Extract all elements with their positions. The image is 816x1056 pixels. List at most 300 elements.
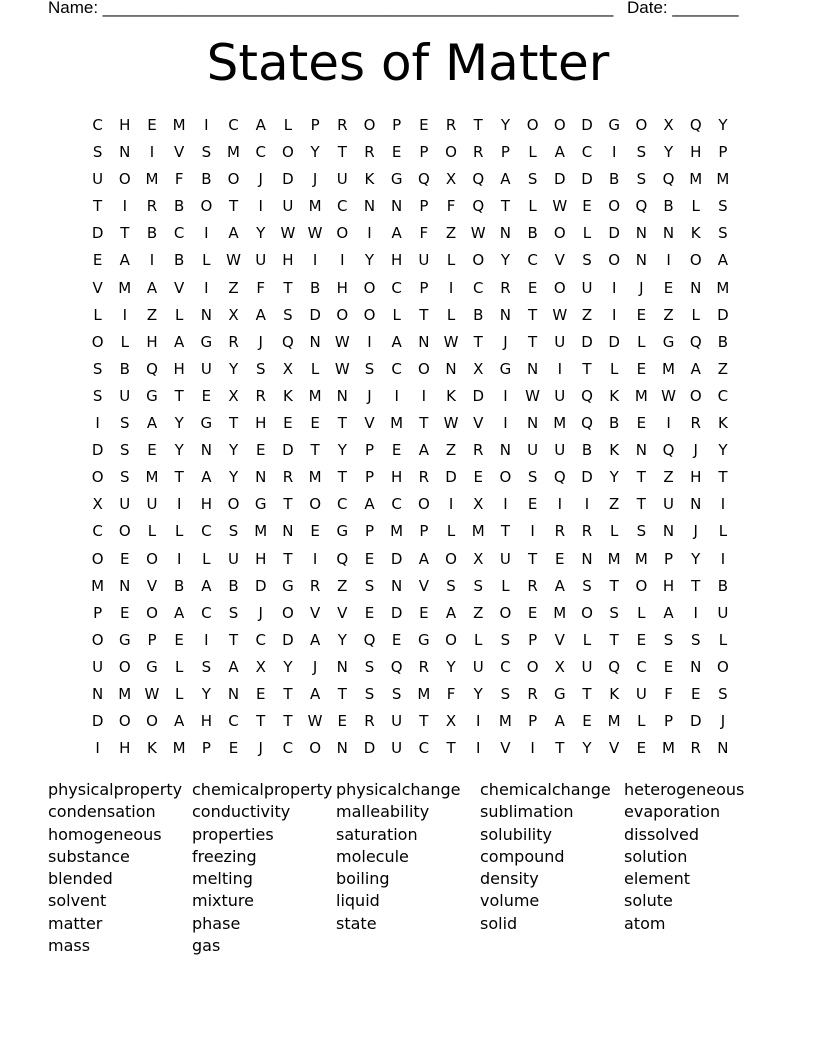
grid-letter[interactable]: N [717,739,729,758]
grid-letter[interactable]: C [717,386,729,405]
grid-letter[interactable]: A [554,143,565,162]
grid-letter[interactable]: B [201,170,212,189]
grid-letter[interactable]: M [689,170,703,189]
grid-letter[interactable]: O [499,603,512,622]
grid-letter[interactable]: D [717,305,729,324]
grid-letter[interactable]: U [336,170,348,189]
grid-letter[interactable]: Q [146,359,158,378]
grid-letter[interactable]: I [530,522,535,541]
date-field-label[interactable]: Date: _______ [627,0,739,17]
grid-letter[interactable]: N [662,522,675,541]
grid-letter[interactable]: N [499,305,512,324]
grid-letter[interactable]: C [282,739,294,758]
grid-letter[interactable]: A [255,116,266,134]
grid-letter[interactable]: M [417,684,431,703]
grid-letter[interactable]: V [364,414,375,433]
grid-letter[interactable]: S [92,143,103,162]
grid-letter[interactable]: V [337,603,348,622]
grid-letter[interactable]: E [255,441,266,460]
grid-letter[interactable]: O [635,116,648,134]
grid-letter[interactable]: Y [228,359,239,378]
grid-letter[interactable]: N [635,251,647,270]
grid-letter[interactable]: X [92,495,103,514]
grid-letter[interactable]: T [582,684,592,703]
grid-letter[interactable]: U [581,278,593,297]
grid-letter[interactable]: A [364,495,375,514]
grid-letter[interactable]: A [500,170,511,189]
grid-letter[interactable]: A [255,305,266,324]
grid-letter[interactable]: Z [663,305,674,324]
grid-letter[interactable]: J [258,170,263,189]
grid-letter[interactable]: O [445,143,457,162]
grid-letter[interactable]: U [146,495,158,514]
grid-letter[interactable]: W [144,684,160,703]
grid-letter[interactable]: Y [718,441,728,460]
grid-letter[interactable]: U [581,657,593,676]
grid-letter[interactable]: R [418,657,430,676]
grid-letter[interactable]: Q [608,657,621,676]
grid-letter[interactable]: O [91,332,104,351]
grid-letter[interactable]: S [663,630,674,649]
grid-letter[interactable]: I [149,251,155,270]
grid-letter[interactable]: G [118,630,131,649]
grid-letter[interactable]: B [663,197,674,216]
grid-letter[interactable]: L [202,549,211,568]
grid-letter[interactable]: T [174,386,184,405]
grid-letter[interactable]: O [553,278,566,297]
grid-letter[interactable]: G [282,576,294,595]
grid-letter[interactable]: O [526,116,539,134]
grid-letter[interactable]: Q [363,630,376,649]
grid-letter[interactable]: S [473,576,483,595]
grid-letter[interactable]: I [611,305,617,324]
grid-letter[interactable]: L [691,197,700,216]
grid-letter[interactable]: I [204,630,209,649]
grid-letter[interactable]: I [530,739,535,758]
grid-letter[interactable]: M [634,386,648,405]
grid-letter[interactable]: X [473,359,484,378]
grid-letter[interactable]: E [582,197,592,216]
grid-letter[interactable]: N [690,278,702,297]
grid-letter[interactable]: Y [174,441,184,460]
grid-letter[interactable]: L [174,657,184,676]
grid-letter[interactable]: D [581,468,593,487]
grid-letter[interactable]: H [690,143,702,162]
grid-letter[interactable]: C [255,143,266,162]
grid-letter[interactable]: E [228,739,239,758]
grid-letter[interactable]: N [391,576,403,595]
grid-letter[interactable]: L [528,197,537,216]
grid-letter[interactable]: E [419,603,429,622]
grid-letter[interactable]: S [446,576,456,595]
grid-letter[interactable]: I [503,495,508,514]
grid-letter[interactable]: A [554,712,565,731]
grid-letter[interactable]: M [662,739,675,758]
grid-letter[interactable]: O [118,712,131,731]
grid-letter[interactable]: P [500,143,510,162]
grid-letter[interactable]: M [172,116,186,134]
grid-letter[interactable]: Z [228,278,239,297]
grid-letter[interactable]: K [282,386,293,405]
grid-letter[interactable]: E [527,495,538,514]
grid-letter[interactable]: L [147,522,157,541]
grid-letter[interactable]: T [473,116,483,134]
grid-letter[interactable]: T [582,359,592,378]
grid-letter[interactable]: A [201,576,212,595]
grid-letter[interactable]: E [636,414,647,433]
grid-letter[interactable]: M [390,414,404,433]
grid-letter[interactable]: S [120,468,130,487]
grid-letter[interactable]: Q [662,170,675,189]
grid-letter[interactable]: V [418,576,429,595]
grid-letter[interactable]: C [337,197,348,216]
grid-letter[interactable]: N [227,684,240,703]
grid-letter[interactable]: K [147,739,157,758]
grid-letter[interactable]: I [204,278,209,297]
grid-letter[interactable]: N [499,441,512,460]
grid-letter[interactable]: M [553,603,567,622]
grid-letter[interactable]: V [554,251,565,270]
grid-letter[interactable]: S [228,522,239,541]
grid-letter[interactable]: U [391,712,403,731]
grid-letter[interactable]: H [200,495,212,514]
grid-letter[interactable]: P [201,739,211,758]
grid-letter[interactable]: I [611,143,617,162]
grid-letter[interactable]: M [118,684,132,703]
grid-letter[interactable]: S [527,468,538,487]
grid-letter[interactable]: N [363,197,376,216]
grid-letter[interactable]: O [553,224,566,243]
grid-letter[interactable]: E [391,143,402,162]
grid-letter[interactable]: B [146,224,158,243]
grid-letter[interactable]: P [528,630,538,649]
grid-letter[interactable]: T [174,468,184,487]
grid-letter[interactable]: O [689,386,702,405]
grid-letter[interactable]: L [446,305,456,324]
grid-letter[interactable]: I [611,278,617,297]
grid-letter[interactable]: Q [581,386,593,405]
grid-letter[interactable]: U [554,332,566,351]
grid-letter[interactable]: V [92,278,103,297]
grid-letter[interactable]: P [147,630,157,649]
grid-letter[interactable]: S [364,576,375,595]
grid-letter[interactable]: T [419,712,429,731]
grid-letter[interactable]: S [391,684,402,703]
grid-letter[interactable]: P [364,468,374,487]
grid-letter[interactable]: O [553,116,566,134]
grid-letter[interactable]: A [554,576,565,595]
grid-letter[interactable]: S [364,684,375,703]
grid-letter[interactable]: M [118,278,132,297]
grid-letter[interactable]: L [202,251,211,270]
grid-letter[interactable]: L [718,522,728,541]
grid-letter[interactable]: G [200,414,213,433]
grid-letter[interactable]: N [336,657,348,676]
grid-letter[interactable]: Y [500,116,510,134]
grid-letter[interactable]: D [472,386,484,405]
grid-letter[interactable]: U [282,197,294,216]
grid-letter[interactable]: C [391,359,402,378]
grid-letter[interactable]: M [716,278,730,297]
grid-letter[interactable]: S [120,441,130,460]
grid-letter[interactable]: O [635,576,648,595]
grid-letter[interactable]: O [309,739,321,758]
grid-letter[interactable]: T [228,630,239,649]
grid-letter[interactable]: H [391,468,403,487]
grid-letter[interactable]: G [553,684,566,703]
grid-letter[interactable]: N [309,332,321,351]
grid-letter[interactable]: I [448,495,454,514]
grid-letter[interactable]: U [119,386,131,405]
grid-letter[interactable]: S [201,143,212,162]
grid-letter[interactable]: Z [717,359,729,378]
grid-letter[interactable]: W [552,197,568,216]
grid-letter[interactable]: U [663,495,675,514]
grid-letter[interactable]: S [718,224,728,243]
grid-letter[interactable]: R [445,116,457,134]
grid-letter[interactable]: A [228,224,239,243]
grid-letter[interactable]: T [283,549,293,568]
grid-letter[interactable]: M [634,549,648,568]
grid-letter[interactable]: K [717,414,728,433]
grid-letter[interactable]: T [419,414,429,433]
grid-letter[interactable]: P [364,522,374,541]
grid-letter[interactable]: R [146,197,158,216]
grid-letter[interactable]: F [419,224,429,243]
grid-letter[interactable]: S [364,657,375,676]
grid-letter[interactable]: S [364,359,375,378]
grid-letter[interactable]: E [527,278,538,297]
grid-letter[interactable]: A [174,332,185,351]
grid-letter[interactable]: R [527,576,538,595]
grid-letter[interactable]: E [527,603,538,622]
grid-letter[interactable]: Y [582,739,592,758]
grid-letter[interactable]: K [609,386,620,405]
grid-letter[interactable]: I [312,549,318,568]
grid-letter[interactable]: Y [473,684,483,703]
grid-letter[interactable]: N [499,224,512,243]
grid-letter[interactable]: O [608,251,621,270]
grid-letter[interactable]: V [609,739,620,758]
grid-letter[interactable]: G [662,332,675,351]
grid-letter[interactable]: G [146,657,158,676]
grid-letter[interactable]: J [693,522,698,541]
grid-letter[interactable]: E [120,603,130,622]
grid-letter[interactable]: D [581,332,593,351]
grid-letter[interactable]: C [391,278,402,297]
grid-letter[interactable]: F [446,684,456,703]
grid-letter[interactable]: P [419,197,429,216]
grid-letter[interactable]: R [500,278,511,297]
grid-letter[interactable]: U [527,441,539,460]
grid-letter[interactable]: B [174,576,185,595]
grid-letter[interactable]: C [255,630,266,649]
grid-letter[interactable]: T [310,441,320,460]
grid-letter[interactable]: O [91,630,104,649]
grid-letter[interactable]: E [174,630,184,649]
grid-letter[interactable]: V [500,739,511,758]
grid-letter[interactable]: O [146,603,158,622]
grid-letter[interactable]: E [419,116,429,134]
grid-letter[interactable]: Y [663,143,674,162]
grid-letter[interactable]: L [310,359,320,378]
grid-letter[interactable]: E [636,739,647,758]
grid-letter[interactable]: T [283,684,293,703]
grid-letter[interactable]: M [145,468,159,487]
grid-letter[interactable]: T [636,495,646,514]
grid-letter[interactable]: O [227,495,240,514]
grid-letter[interactable]: O [91,549,104,568]
grid-letter[interactable]: X [663,116,674,134]
grid-letter[interactable]: O [417,495,430,514]
grid-letter[interactable]: Q [417,170,430,189]
grid-letter[interactable]: D [390,603,403,622]
grid-letter[interactable]: J [503,332,508,351]
grid-letter[interactable]: B [609,170,620,189]
grid-letter[interactable]: E [636,630,647,649]
grid-letter[interactable]: S [718,197,728,216]
grid-letter[interactable]: F [664,684,673,703]
grid-letter[interactable]: C [201,522,212,541]
grid-letter[interactable]: W [470,224,486,243]
grid-letter[interactable]: C [527,251,538,270]
grid-letter[interactable]: I [122,305,127,324]
grid-letter[interactable]: C [201,603,212,622]
grid-letter[interactable]: I [95,739,100,758]
grid-letter[interactable]: K [690,224,701,243]
grid-letter[interactable]: L [120,332,129,351]
grid-letter[interactable]: O [417,359,430,378]
grid-letter[interactable]: L [691,305,700,324]
grid-letter[interactable]: T [609,576,619,595]
grid-letter[interactable]: T [555,739,565,758]
grid-letter[interactable]: O [146,549,158,568]
grid-letter[interactable]: N [526,359,539,378]
grid-letter[interactable]: I [204,116,209,134]
grid-letter[interactable]: J [693,441,698,460]
grid-letter[interactable]: L [718,630,728,649]
grid-letter[interactable]: T [337,468,347,487]
grid-letter[interactable]: W [226,251,241,270]
grid-letter[interactable]: W [307,224,323,243]
grid-letter[interactable]: V [309,603,321,622]
grid-letter[interactable]: Z [146,305,158,324]
grid-letter[interactable]: X [554,657,565,676]
grid-letter[interactable]: J [258,603,263,622]
grid-letter[interactable]: W [307,712,323,731]
grid-letter[interactable]: A [174,603,185,622]
grid-letter[interactable]: U [200,359,212,378]
grid-letter[interactable]: S [636,143,647,162]
grid-letter[interactable]: J [312,170,318,189]
grid-letter[interactable]: X [445,170,457,189]
grid-letter[interactable]: N [119,143,131,162]
grid-letter[interactable]: H [391,251,403,270]
grid-letter[interactable]: O [118,170,131,189]
grid-letter[interactable]: L [637,712,646,731]
grid-letter[interactable]: Z [445,224,457,243]
grid-letter[interactable]: C [391,495,402,514]
grid-letter[interactable]: L [174,305,184,324]
grid-letter[interactable]: M [390,522,404,541]
grid-letter[interactable]: C [581,143,593,162]
grid-letter[interactable]: L [174,522,184,541]
grid-letter[interactable]: E [663,278,674,297]
grid-letter[interactable]: A [119,251,130,270]
grid-letter[interactable]: E [283,414,293,433]
grid-letter[interactable]: N [662,224,675,243]
grid-letter[interactable]: I [149,143,155,162]
grid-letter[interactable]: I [394,386,399,405]
grid-letter[interactable]: N [635,441,647,460]
grid-letter[interactable]: U [119,495,131,514]
grid-letter[interactable]: E [147,441,157,460]
grid-letter[interactable]: P [419,522,429,541]
grid-letter[interactable]: D [91,224,104,243]
grid-letter[interactable]: Y [228,468,239,487]
grid-letter[interactable]: M [471,522,485,541]
grid-letter[interactable]: T [283,712,293,731]
grid-letter[interactable]: V [174,143,185,162]
grid-letter[interactable]: Q [472,197,485,216]
grid-letter[interactable]: R [364,712,375,731]
grid-letter[interactable]: M [308,197,322,216]
grid-letter[interactable]: T [473,332,483,351]
grid-letter[interactable]: W [661,386,676,405]
grid-letter[interactable]: O [717,657,729,676]
name-field-label[interactable]: Name: ______________________________________________________ [48,0,614,17]
grid-letter[interactable]: U [255,251,267,270]
grid-letter[interactable]: Y [174,414,184,433]
grid-letter[interactable]: T [256,712,266,731]
grid-letter[interactable]: I [340,251,345,270]
grid-letter[interactable]: H [146,332,158,351]
grid-letter[interactable]: Z [445,441,457,460]
grid-letter[interactable]: H [282,251,294,270]
grid-letter[interactable]: M [716,170,730,189]
grid-letter[interactable]: T [228,414,239,433]
grid-letter[interactable]: B [174,251,185,270]
grid-letter[interactable]: I [720,549,726,568]
grid-letter[interactable]: W [443,332,459,351]
grid-letter[interactable]: I [448,278,454,297]
grid-letter[interactable]: Q [472,170,485,189]
grid-letter[interactable]: C [418,739,430,758]
grid-letter[interactable]: H [255,414,267,433]
grid-letter[interactable]: O [282,143,294,162]
grid-letter[interactable]: J [720,712,726,731]
grid-letter[interactable]: K [364,170,375,189]
grid-letter[interactable]: I [666,414,671,433]
grid-letter[interactable]: G [418,630,430,649]
grid-letter[interactable]: O [282,603,294,622]
grid-letter[interactable]: S [636,522,647,541]
grid-letter[interactable]: N [690,657,702,676]
grid-letter[interactable]: D [282,441,294,460]
grid-letter[interactable]: N [200,305,212,324]
grid-letter[interactable]: P [419,278,429,297]
grid-letter[interactable]: X [228,386,239,405]
grid-letter[interactable]: N [581,549,593,568]
grid-letter[interactable]: L [446,522,456,541]
grid-letter[interactable]: A [309,630,321,649]
grid-letter[interactable]: X [473,495,484,514]
grid-letter[interactable]: T [337,414,347,433]
grid-letter[interactable]: I [258,197,263,216]
grid-letter[interactable]: E [147,116,157,134]
grid-letter[interactable]: J [258,739,263,758]
grid-letter[interactable]: T [120,224,130,243]
